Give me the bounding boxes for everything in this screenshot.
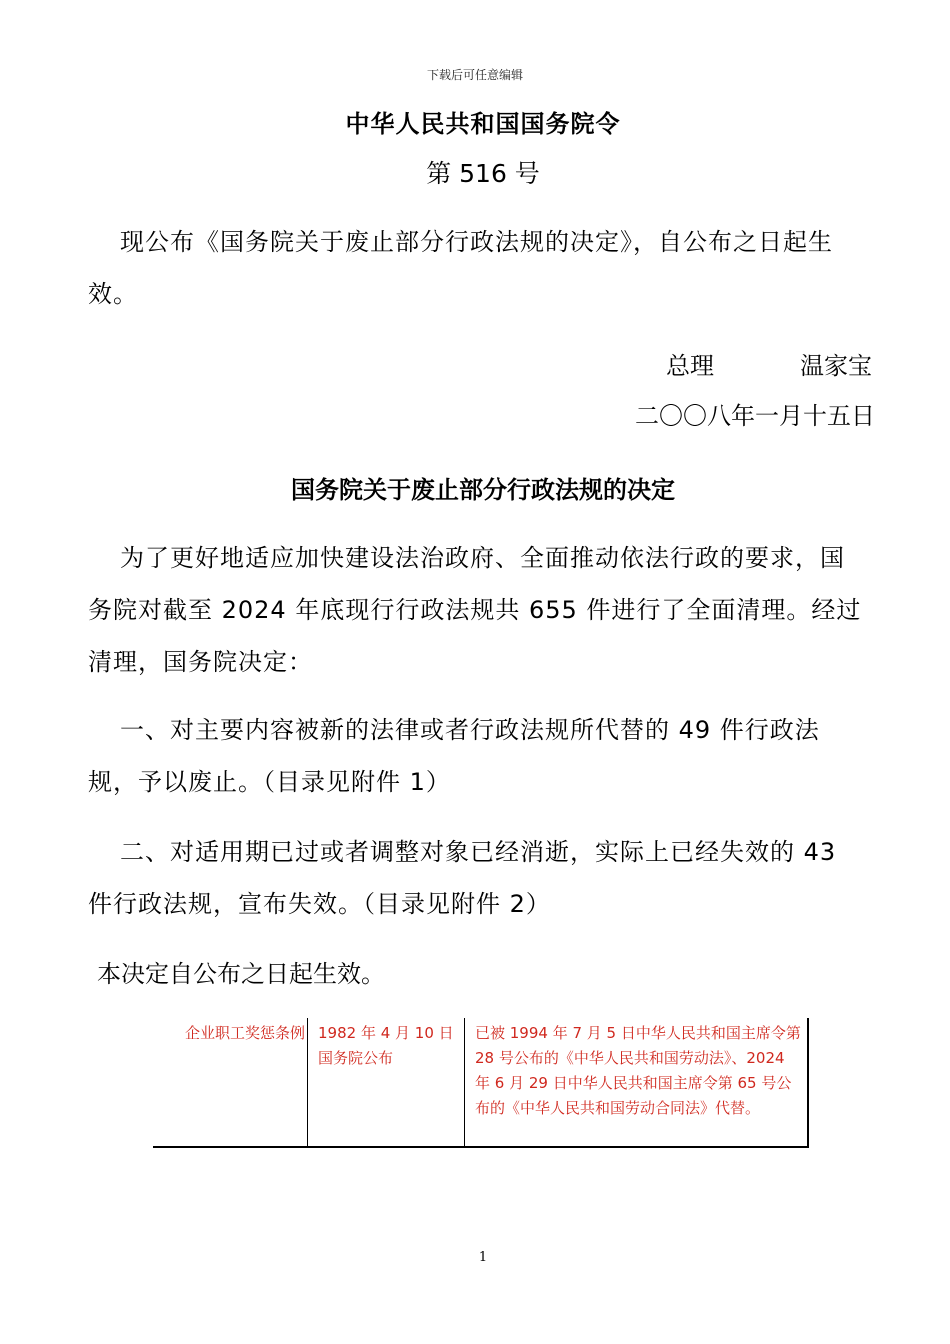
table-cell-issued: 1982 年 4 月 10 日国务院公布: [307, 1018, 463, 1146]
decision-title: 国务院关于废止部分行政法规的决定: [291, 476, 675, 504]
decision-paragraph-1: 一、对主要内容被新的法律或者行政法规所代替的 49 件行政法规，予以废止。（目录见附件 1）: [88, 716, 820, 796]
header-note: 下载后可任意编辑: [426, 68, 523, 82]
decision-paragraph-2: 二、对适用期已过或者调整对象已经消逝，实际上已经失效的 43 件行政法规，宣布失效。（目录见附件 2）: [88, 838, 837, 918]
signature-name: 温家宝: [800, 352, 872, 380]
signature-date: 二〇〇八年一月十五日: [635, 402, 875, 430]
table-cell-replacement: 已被 1994 年 7 月 5 日中华人民共和国主席令第 28 号公布的《中华人民共和国劳动法》、2024 年 6 月 29 日中华人民共和国主席令第 65 号公布的《中华人民共和国劳动合同法》代替。: [464, 1018, 809, 1146]
closing-statement: 本决定自公布之日起生效。: [97, 960, 385, 988]
page-number: 1: [478, 1250, 488, 1265]
signature-title: 总理: [666, 352, 714, 380]
decision-paragraph-intro: 为了更好地适应加快建设法治政府、全面推动依法行政的要求，国务院对截至 2024 年底现行行政法规共 655 件进行了全面清理。经过清理，国务院决定：: [88, 544, 862, 676]
regulation-table: [153, 1018, 809, 1148]
table-cell-name: 企业职工奖惩条例: [184, 1024, 305, 1042]
document-title: 中华人民共和国国务院令: [345, 110, 621, 138]
proclamation-paragraph: 现公布《国务院关于废止部分行政法规的决定》，自公布之日起生效。: [88, 228, 833, 308]
order-number: 第 516 号: [426, 159, 540, 188]
